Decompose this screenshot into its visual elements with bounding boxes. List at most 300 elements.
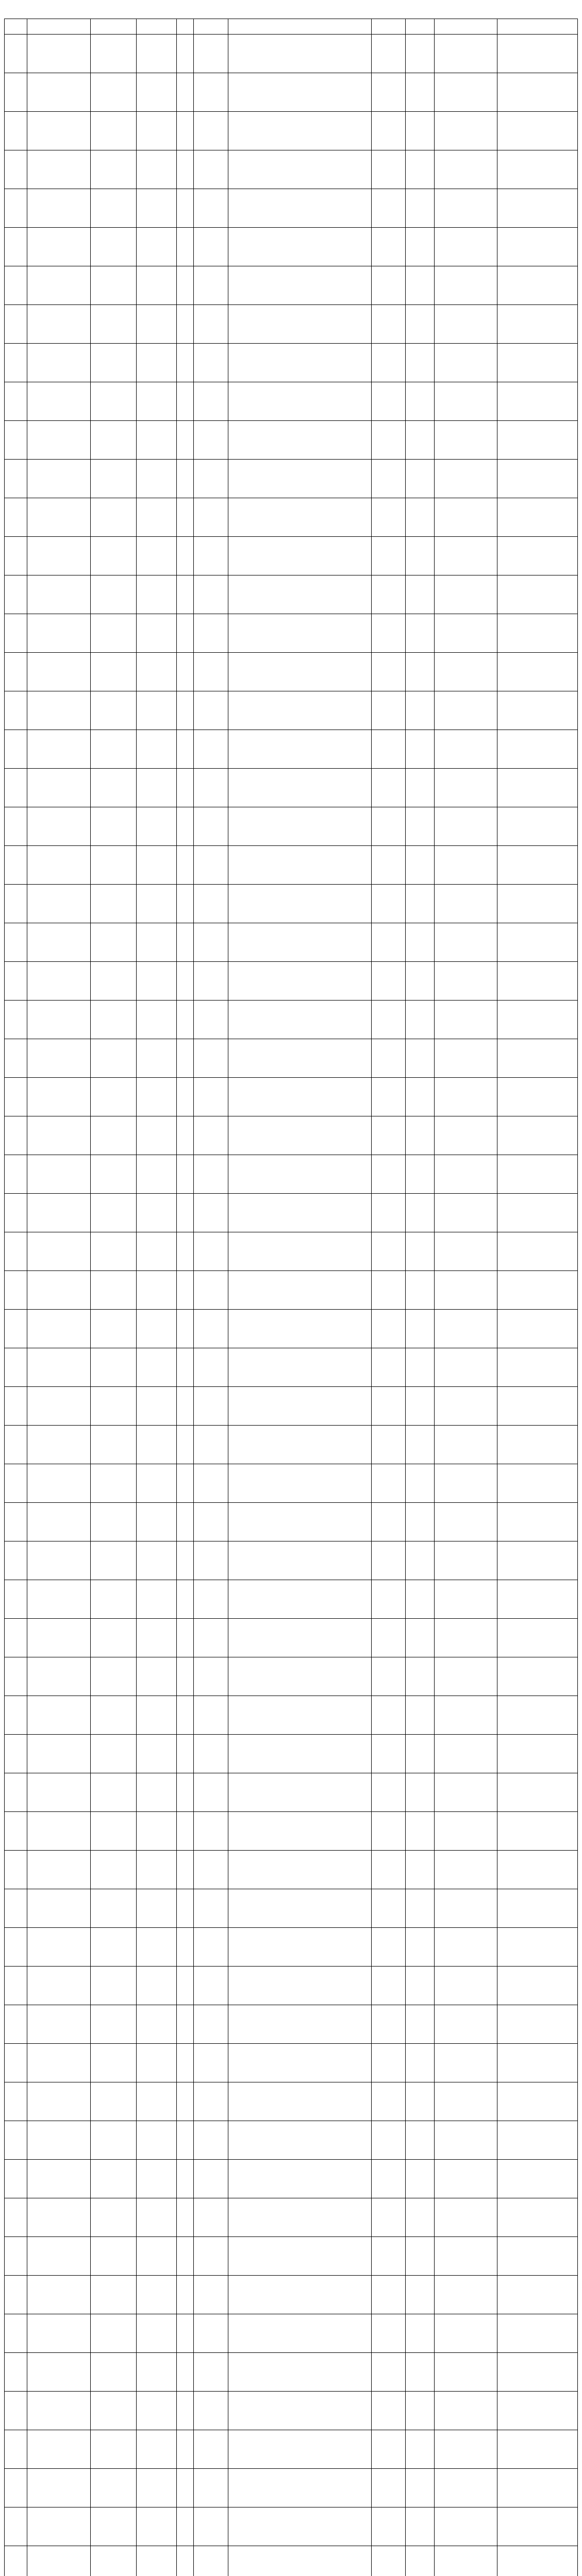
table-cell xyxy=(176,2160,193,2198)
table-cell xyxy=(434,1773,497,1812)
table-cell xyxy=(434,228,497,266)
table-cell xyxy=(5,2044,27,2082)
table-cell xyxy=(497,305,578,344)
table-cell xyxy=(497,1503,578,1541)
table-cell xyxy=(27,1735,90,1773)
table-cell xyxy=(5,1967,27,2005)
table-cell xyxy=(136,1310,176,1348)
table-cell xyxy=(497,1078,578,1116)
table-cell xyxy=(27,1001,90,1039)
table-cell xyxy=(27,150,90,189)
table-cell xyxy=(434,2546,497,2576)
table-cell xyxy=(497,1116,578,1155)
table-row xyxy=(5,344,578,382)
table-cell xyxy=(371,2507,406,2546)
table-cell xyxy=(228,2469,371,2507)
table-row xyxy=(5,2198,578,2237)
table-cell xyxy=(228,1078,371,1116)
table-cell xyxy=(371,460,406,498)
table-cell xyxy=(228,1387,371,1426)
table-cell xyxy=(371,1928,406,1967)
table-cell xyxy=(5,2314,27,2353)
table-cell xyxy=(371,653,406,691)
table-row xyxy=(5,2237,578,2276)
table-cell xyxy=(497,2353,578,2392)
table-cell xyxy=(27,73,90,112)
table-cell xyxy=(176,305,193,344)
table-cell xyxy=(136,1928,176,1967)
table-cell xyxy=(27,2276,90,2314)
table-cell xyxy=(193,1078,228,1116)
table-cell xyxy=(228,2005,371,2044)
table-cell xyxy=(136,150,176,189)
table-cell xyxy=(136,1773,176,1812)
table-cell xyxy=(406,35,435,73)
table-cell xyxy=(434,189,497,228)
table-cell xyxy=(27,962,90,1001)
table-cell xyxy=(176,2353,193,2392)
table-cell xyxy=(5,2160,27,2198)
table-cell xyxy=(406,2198,435,2237)
table-cell xyxy=(90,1387,136,1426)
table-cell xyxy=(5,228,27,266)
table-cell xyxy=(228,150,371,189)
table-cell xyxy=(193,1657,228,1696)
table-cell xyxy=(27,1348,90,1387)
table-cell xyxy=(406,2353,435,2392)
table-cell xyxy=(406,1928,435,1967)
table-cell xyxy=(406,1039,435,1078)
table-cell xyxy=(90,1155,136,1194)
table-cell xyxy=(434,1039,497,1078)
table-cell xyxy=(371,2276,406,2314)
table-cell xyxy=(27,1619,90,1657)
table-cell xyxy=(27,228,90,266)
table-cell xyxy=(371,73,406,112)
table-cell xyxy=(497,923,578,962)
table-cell xyxy=(497,2160,578,2198)
table-row xyxy=(5,1464,578,1503)
table-cell xyxy=(406,1116,435,1155)
table-cell xyxy=(406,498,435,537)
table-cell xyxy=(371,1001,406,1039)
table-cell xyxy=(27,2430,90,2469)
table-cell xyxy=(406,266,435,305)
table-cell xyxy=(27,1812,90,1851)
table-cell xyxy=(497,2276,578,2314)
table-cell xyxy=(497,1387,578,1426)
column-header xyxy=(497,19,578,35)
table-cell xyxy=(176,962,193,1001)
table-cell xyxy=(371,1619,406,1657)
table-cell xyxy=(371,1387,406,1426)
table-cell xyxy=(406,1696,435,1735)
table-cell xyxy=(27,1580,90,1619)
table-cell xyxy=(228,1194,371,1232)
table-cell xyxy=(497,1735,578,1773)
table-cell xyxy=(193,1889,228,1928)
table-cell xyxy=(176,537,193,575)
table-cell xyxy=(371,575,406,614)
table-cell xyxy=(27,537,90,575)
table-cell xyxy=(497,2392,578,2430)
table-cell xyxy=(371,1851,406,1889)
table-cell xyxy=(228,2198,371,2237)
table-row xyxy=(5,2160,578,2198)
table-cell xyxy=(176,498,193,537)
table-cell xyxy=(193,1503,228,1541)
table-cell xyxy=(176,653,193,691)
table-cell xyxy=(228,2160,371,2198)
table-cell xyxy=(136,691,176,730)
table-cell xyxy=(434,769,497,807)
table-row xyxy=(5,2005,578,2044)
table-cell xyxy=(90,2469,136,2507)
table-cell xyxy=(5,614,27,653)
table-cell xyxy=(90,1426,136,1464)
table-cell xyxy=(176,2546,193,2576)
table-cell xyxy=(228,691,371,730)
table-cell xyxy=(228,730,371,769)
table-cell xyxy=(434,691,497,730)
table-cell xyxy=(90,2082,136,2121)
table-cell xyxy=(497,2314,578,2353)
table-cell xyxy=(497,1657,578,1696)
table-cell xyxy=(434,962,497,1001)
table-cell xyxy=(5,1541,27,1580)
table-cell xyxy=(228,2314,371,2353)
table-cell xyxy=(371,962,406,1001)
table-cell xyxy=(371,1310,406,1348)
table-cell xyxy=(193,112,228,150)
table-cell xyxy=(193,1194,228,1232)
table-cell xyxy=(136,2237,176,2276)
table-cell xyxy=(27,1116,90,1155)
table-row xyxy=(5,1232,578,1271)
table-cell xyxy=(193,2198,228,2237)
table-cell xyxy=(406,1194,435,1232)
table-cell xyxy=(176,1773,193,1812)
table-cell xyxy=(27,2392,90,2430)
table-cell xyxy=(176,1387,193,1426)
table-cell xyxy=(434,498,497,537)
table-cell xyxy=(136,1735,176,1773)
table-cell xyxy=(5,305,27,344)
table-cell xyxy=(228,1232,371,1271)
table-cell xyxy=(27,1426,90,1464)
table-cell xyxy=(406,1503,435,1541)
column-header xyxy=(193,19,228,35)
table-cell xyxy=(5,189,27,228)
table-cell xyxy=(434,344,497,382)
table-cell xyxy=(136,1851,176,1889)
table-cell xyxy=(497,2469,578,2507)
table-cell xyxy=(497,1773,578,1812)
table-cell xyxy=(27,1851,90,1889)
table-cell xyxy=(136,2160,176,2198)
table-row xyxy=(5,1155,578,1194)
table-cell xyxy=(434,846,497,885)
table-cell xyxy=(434,1426,497,1464)
table-row xyxy=(5,614,578,653)
table-cell xyxy=(371,1464,406,1503)
table-row xyxy=(5,2392,578,2430)
table-cell xyxy=(90,962,136,1001)
table-cell xyxy=(90,1001,136,1039)
table-cell xyxy=(5,2546,27,2576)
table-cell xyxy=(176,2469,193,2507)
table-row xyxy=(5,460,578,498)
table-row xyxy=(5,2314,578,2353)
table-cell xyxy=(228,1928,371,1967)
table-row xyxy=(5,73,578,112)
table-cell xyxy=(90,2314,136,2353)
table-row xyxy=(5,150,578,189)
table-row xyxy=(5,1619,578,1657)
table-row xyxy=(5,2507,578,2546)
table-cell xyxy=(371,1657,406,1696)
table-cell xyxy=(371,421,406,460)
table-cell xyxy=(176,2044,193,2082)
table-cell xyxy=(406,344,435,382)
table-cell xyxy=(497,2198,578,2237)
table-cell xyxy=(434,1387,497,1426)
table-cell xyxy=(176,1116,193,1155)
table-cell xyxy=(434,537,497,575)
table-cell xyxy=(90,1348,136,1387)
table-cell xyxy=(90,1271,136,1310)
table-cell xyxy=(27,2160,90,2198)
table-cell xyxy=(406,228,435,266)
table-cell xyxy=(406,846,435,885)
table-cell xyxy=(136,228,176,266)
table-cell xyxy=(228,2430,371,2469)
table-cell xyxy=(497,1696,578,1735)
table-row xyxy=(5,846,578,885)
table-cell xyxy=(434,1851,497,1889)
table-cell xyxy=(228,575,371,614)
table-cell xyxy=(406,2430,435,2469)
table-cell xyxy=(434,382,497,421)
table-cell xyxy=(176,2276,193,2314)
table-row xyxy=(5,1773,578,1812)
table-cell xyxy=(371,1116,406,1155)
table-cell xyxy=(193,305,228,344)
table-cell xyxy=(90,1078,136,1116)
table-cell xyxy=(90,1657,136,1696)
table-cell xyxy=(228,112,371,150)
table-cell xyxy=(5,1310,27,1348)
table-row xyxy=(5,112,578,150)
table-cell xyxy=(90,1310,136,1348)
table-cell xyxy=(497,1310,578,1348)
table-cell xyxy=(90,2276,136,2314)
table-cell xyxy=(5,1696,27,1735)
table-cell xyxy=(434,2237,497,2276)
table-cell xyxy=(193,575,228,614)
table-cell xyxy=(136,575,176,614)
table-cell xyxy=(176,2392,193,2430)
table-cell xyxy=(497,112,578,150)
table-cell xyxy=(497,35,578,73)
table-cell xyxy=(228,1580,371,1619)
table-cell xyxy=(27,885,90,923)
table-cell xyxy=(176,1039,193,1078)
table-cell xyxy=(193,846,228,885)
table-cell xyxy=(406,537,435,575)
table-cell xyxy=(371,846,406,885)
table-cell xyxy=(228,846,371,885)
table-cell xyxy=(497,846,578,885)
table-row xyxy=(5,1812,578,1851)
table-cell xyxy=(434,1541,497,1580)
table-cell xyxy=(406,2160,435,2198)
table-cell xyxy=(371,1735,406,1773)
table-cell xyxy=(371,2469,406,2507)
table-cell xyxy=(176,614,193,653)
table-cell xyxy=(5,885,27,923)
table-cell xyxy=(228,305,371,344)
table-cell xyxy=(193,73,228,112)
table-cell xyxy=(27,2469,90,2507)
table-cell xyxy=(90,2160,136,2198)
table-cell xyxy=(406,923,435,962)
table-cell xyxy=(193,885,228,923)
table-cell xyxy=(90,2121,136,2160)
table-cell xyxy=(406,1155,435,1194)
table-cell xyxy=(136,1580,176,1619)
table-cell xyxy=(434,1116,497,1155)
table-cell xyxy=(90,923,136,962)
table-cell xyxy=(136,112,176,150)
table-cell xyxy=(193,1851,228,1889)
table-row xyxy=(5,807,578,846)
table-cell xyxy=(228,1696,371,1735)
table-cell xyxy=(136,769,176,807)
table-cell xyxy=(406,1580,435,1619)
table-row xyxy=(5,498,578,537)
table-cell xyxy=(90,1232,136,1271)
table-cell xyxy=(136,1348,176,1387)
table-cell xyxy=(406,1310,435,1348)
table-cell xyxy=(27,1271,90,1310)
table-cell xyxy=(176,1194,193,1232)
table-cell xyxy=(176,1155,193,1194)
table-cell xyxy=(228,460,371,498)
table-cell xyxy=(434,2430,497,2469)
column-header xyxy=(90,19,136,35)
table-row xyxy=(5,2121,578,2160)
table-cell xyxy=(90,150,136,189)
table-cell xyxy=(193,344,228,382)
table-cell xyxy=(406,807,435,846)
table-cell xyxy=(497,228,578,266)
table-cell xyxy=(193,228,228,266)
table-cell xyxy=(371,112,406,150)
table-cell xyxy=(434,1619,497,1657)
table-row xyxy=(5,189,578,228)
table-cell xyxy=(228,537,371,575)
table-cell xyxy=(406,2276,435,2314)
table-cell xyxy=(371,1889,406,1928)
table-cell xyxy=(5,1348,27,1387)
table-cell xyxy=(434,1967,497,2005)
column-header xyxy=(406,19,435,35)
table-cell xyxy=(497,1889,578,1928)
table-cell xyxy=(5,1387,27,1426)
table-cell xyxy=(193,1116,228,1155)
table-cell xyxy=(434,1889,497,1928)
table-cell xyxy=(90,460,136,498)
table-cell xyxy=(5,653,27,691)
table-cell xyxy=(193,2469,228,2507)
table-cell xyxy=(90,1464,136,1503)
table-row xyxy=(5,1001,578,1039)
table-cell xyxy=(5,1889,27,1928)
table-cell xyxy=(193,2392,228,2430)
table-cell xyxy=(5,2469,27,2507)
table-cell xyxy=(136,1078,176,1116)
table-cell xyxy=(27,35,90,73)
table-cell xyxy=(228,1657,371,1696)
table-cell xyxy=(5,2121,27,2160)
table-cell xyxy=(193,1967,228,2005)
table-cell xyxy=(27,2353,90,2392)
table-cell xyxy=(497,537,578,575)
table-cell xyxy=(228,2507,371,2546)
table-cell xyxy=(228,923,371,962)
table-cell xyxy=(434,266,497,305)
table-cell xyxy=(176,150,193,189)
table-cell xyxy=(434,807,497,846)
table-cell xyxy=(371,1039,406,1078)
table-cell xyxy=(371,1541,406,1580)
table-cell xyxy=(434,1078,497,1116)
table-cell xyxy=(497,885,578,923)
table-cell xyxy=(90,421,136,460)
table-cell xyxy=(371,228,406,266)
table-cell xyxy=(228,498,371,537)
table-cell xyxy=(136,1194,176,1232)
table-cell xyxy=(406,1812,435,1851)
table-cell xyxy=(27,1155,90,1194)
table-cell xyxy=(497,730,578,769)
table-cell xyxy=(406,382,435,421)
table-cell xyxy=(27,2507,90,2546)
table-cell xyxy=(27,460,90,498)
table-cell xyxy=(228,1039,371,1078)
table-cell xyxy=(434,1657,497,1696)
table-cell xyxy=(497,1464,578,1503)
table-cell xyxy=(193,1348,228,1387)
table-cell xyxy=(228,2353,371,2392)
table-cell xyxy=(371,2005,406,2044)
table-cell xyxy=(371,2044,406,2082)
table-cell xyxy=(136,2198,176,2237)
table-cell xyxy=(193,1735,228,1773)
table-cell xyxy=(497,575,578,614)
table-cell xyxy=(136,537,176,575)
table-cell xyxy=(5,1503,27,1541)
table-cell xyxy=(406,1541,435,1580)
table-row xyxy=(5,2469,578,2507)
table-cell xyxy=(193,1773,228,1812)
table-cell xyxy=(228,189,371,228)
table-cell xyxy=(5,962,27,1001)
table-cell xyxy=(497,1271,578,1310)
table-cell xyxy=(406,653,435,691)
table-cell xyxy=(434,2121,497,2160)
